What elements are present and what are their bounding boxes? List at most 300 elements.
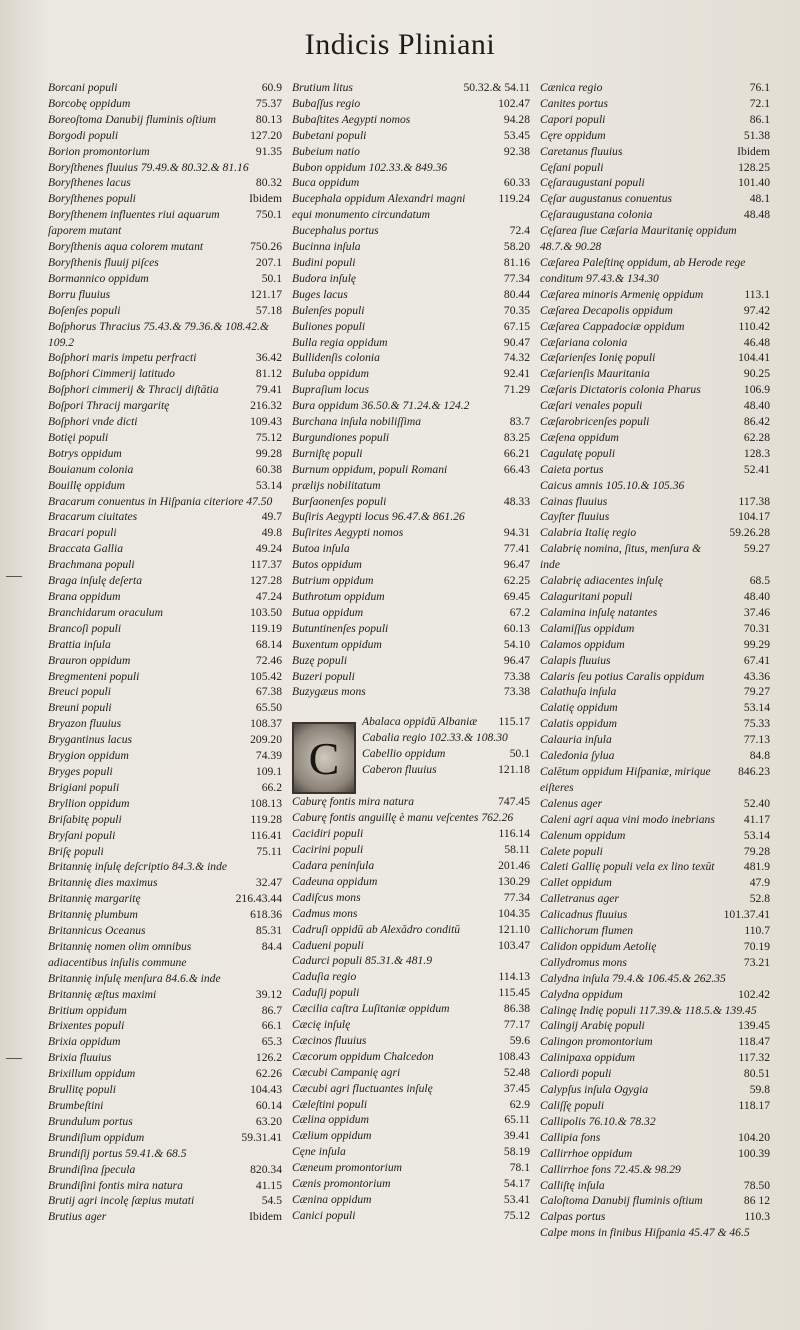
entry-page-ref: 52.48 <box>503 1065 530 1079</box>
index-entry <box>292 621 530 637</box>
index-entry <box>292 366 530 382</box>
entry-page-ref: 85.31 <box>255 924 282 938</box>
index-entry <box>540 764 770 796</box>
entry-term: Calpe mons in finibus Hiſpania 45.47 & 46.5 <box>540 1226 750 1240</box>
entry-page-ref: 66.43 <box>503 462 530 476</box>
entry-term: Caburę fontis anguillę è manu veſcentes 762.26 <box>292 811 514 825</box>
entry-term: Cælium oppidum <box>292 1129 372 1143</box>
index-entry <box>540 382 770 398</box>
entry-term: Breuni populi <box>48 701 112 715</box>
entry-page-ref: 76.1 <box>749 81 770 94</box>
entry-term: Calenus ager <box>540 796 603 810</box>
entry-page-ref: 71.29 <box>503 383 530 397</box>
index-entry <box>292 350 530 366</box>
index-entry <box>48 796 282 812</box>
index-entry <box>540 1178 770 1194</box>
index-entry <box>292 573 530 589</box>
entry-page-ref: 117.37 <box>250 558 282 572</box>
index-entry <box>292 175 530 191</box>
entry-term: Canites portus <box>540 96 608 110</box>
index-entry <box>48 907 282 923</box>
entry-term: Cænina oppidum <box>292 1193 372 1206</box>
entry-page-ref: 102.42 <box>738 987 770 1001</box>
index-entry <box>540 525 770 541</box>
entry-term: Cadmus mons <box>292 906 358 920</box>
entry-page-ref: 128.25 <box>738 160 770 174</box>
entry-page-ref: 74.32 <box>503 351 530 365</box>
entry-term: Cænis promontorium <box>292 1177 391 1191</box>
index-entry <box>540 955 770 971</box>
entry-term: Cæcubi agri fluctuantes inſulę <box>292 1081 433 1095</box>
index-entry <box>292 319 530 335</box>
index-entry <box>292 858 530 874</box>
index-entry <box>540 684 770 700</box>
index-entry <box>48 1146 282 1162</box>
entry-page-ref: 70.19 <box>743 939 770 953</box>
entry-page-ref: 102.47 <box>498 96 530 110</box>
entry-page-ref: 121.17 <box>250 287 282 301</box>
entry-page-ref: 39.41 <box>503 1129 530 1143</box>
index-entry <box>540 859 770 875</box>
index-entry <box>540 716 770 732</box>
entry-term: Brixillum oppidum <box>48 1067 136 1081</box>
entry-page-ref: 36.42 <box>255 351 282 365</box>
entry-page-ref: 52.8 <box>749 892 770 906</box>
index-entry <box>540 589 770 605</box>
entry-term: Braccata Gallia <box>48 542 124 556</box>
entry-term: Caieta portus <box>540 462 604 476</box>
index-entry <box>540 462 770 478</box>
index-entry <box>540 223 770 255</box>
entry-term: Calete populi <box>540 844 603 858</box>
margin-mark <box>6 1058 22 1059</box>
entry-term: Borru fluuius <box>48 287 111 301</box>
entry-term: Brygantinus lacus <box>48 733 133 747</box>
entry-page-ref: 67.41 <box>743 653 770 667</box>
index-entry <box>292 730 530 746</box>
entry-page-ref: 91.35 <box>255 144 282 158</box>
entry-term: Buzę populi <box>292 653 348 667</box>
index-entry <box>48 1098 282 1114</box>
entry-page-ref: 94.28 <box>503 112 530 126</box>
entry-term: Caduſij populi <box>292 986 360 1000</box>
index-entry <box>48 414 282 430</box>
entry-page-ref: 97.42 <box>743 303 770 317</box>
entry-term: Caloſtoma Danubij fluminis oſtium <box>540 1194 703 1208</box>
entry-page-ref: 58.20 <box>503 240 530 254</box>
entry-page-ref: 51.38 <box>743 128 770 142</box>
entry-term: Buges lacus <box>292 287 348 301</box>
index-entry <box>48 255 282 271</box>
index-entry <box>48 891 282 907</box>
index-entry <box>292 1144 530 1160</box>
entry-term: Bracarum ciuitates <box>48 510 138 524</box>
section-gap <box>292 700 530 714</box>
entry-term: Cæſarea minoris Armenię oppidum <box>540 287 704 301</box>
entry-page-ref: 86.38 <box>503 1002 530 1016</box>
entry-term: Bulla regia oppidum <box>292 335 388 349</box>
entry-term: Bucephalus portus <box>292 224 379 238</box>
index-entry <box>540 1114 770 1130</box>
entry-term: Calabrię adiacentes inſulę <box>540 574 664 588</box>
index-entry <box>292 239 530 255</box>
entry-term: Cayſter fluuius <box>540 510 610 524</box>
index-entry <box>540 828 770 844</box>
entry-page-ref: 81.16 <box>503 255 530 269</box>
entry-page-ref: 53.14 <box>743 828 770 842</box>
entry-page-ref: 90.47 <box>503 335 530 349</box>
index-entry <box>292 144 530 160</box>
entry-term: Brauron oppidum <box>48 653 131 667</box>
index-entry <box>48 1034 282 1050</box>
entry-term: Buſirites Aegypti nomos <box>292 526 404 540</box>
entry-page-ref: 53.14 <box>743 701 770 715</box>
entry-term: Calletranus ager <box>540 892 619 906</box>
entry-term: Calingon promontorium <box>540 1035 653 1049</box>
entry-page-ref: 67.15 <box>503 319 530 333</box>
index-entry <box>292 223 530 239</box>
entry-term: Abalaca oppidū Albaniæ <box>362 715 478 729</box>
entry-page-ref: 47.9 <box>749 876 770 890</box>
index-entry <box>540 175 770 191</box>
entry-term: Borgodi populi <box>48 128 119 142</box>
entry-term: Bouianum colonia <box>48 462 134 476</box>
entry-page-ref: 63.20 <box>255 1114 282 1128</box>
entry-term: Cacidiri populi <box>292 827 364 841</box>
entry-page-ref: 50.1 <box>261 271 282 285</box>
entry-term: Burchana inſula nobiliſſima <box>292 415 422 429</box>
index-entry <box>540 1225 770 1241</box>
entry-page-ref: 43.36 <box>743 669 770 683</box>
entry-page-ref: 113.1 <box>744 287 770 301</box>
index-entry <box>48 144 282 160</box>
entry-term: Callet oppidum <box>540 876 612 890</box>
index-entry <box>540 96 770 112</box>
index-entry <box>48 939 282 971</box>
entry-term: Calamiſſus oppidum <box>540 621 635 635</box>
entry-term: Brumbeſtini <box>48 1099 104 1112</box>
index-entry <box>48 319 282 351</box>
entry-term: Boryſthenem influentes riui aquarum ſaporem mutant <box>48 208 220 238</box>
entry-page-ref: 65.11 <box>504 1113 530 1127</box>
entry-term: Bryges populi <box>48 764 113 778</box>
entry-term: Bubeium natio <box>292 144 360 158</box>
index-entry <box>292 80 530 96</box>
entry-page-ref: 119.19 <box>250 621 282 635</box>
entry-page-ref: 48.33 <box>503 494 530 508</box>
entry-page-ref: 39.12 <box>255 987 282 1001</box>
entry-term: Cæſarienſes Ionię populi <box>540 351 656 365</box>
entry-page-ref: 108.43 <box>498 1049 530 1063</box>
index-entry <box>540 971 770 987</box>
entry-page-ref: 103.47 <box>498 938 530 952</box>
index-entry <box>292 128 530 144</box>
index-entry <box>540 1098 770 1114</box>
index-entry <box>540 430 770 446</box>
index-entry <box>540 1066 770 1082</box>
entry-page-ref: 86.7 <box>261 1003 282 1017</box>
index-entry <box>48 462 282 478</box>
entry-page-ref: 109.43 <box>250 415 282 429</box>
entry-term: Capori populi <box>540 112 606 126</box>
index-entry <box>540 350 770 366</box>
entry-term: Cæcilia caſtra Luſitaniæ oppidum <box>292 1002 450 1016</box>
entry-term: Brundiſina ſpecula <box>48 1162 136 1176</box>
index-entry <box>540 128 770 144</box>
entry-term: Brana oppidum <box>48 590 121 603</box>
entry-term: Cæleſtini populi <box>292 1097 368 1111</box>
entry-page-ref: 101.40 <box>738 176 770 190</box>
entry-page-ref: 80.32 <box>255 176 282 190</box>
index-entry <box>48 573 282 589</box>
entry-page-ref: 72.4 <box>509 224 530 238</box>
entry-term: Cadeuna oppidum <box>292 874 378 888</box>
index-entry <box>48 207 282 239</box>
index-entry <box>540 1130 770 1146</box>
entry-term: Cęſani populi <box>540 160 604 174</box>
index-entry <box>292 826 530 842</box>
entry-page-ref: 750.1 <box>255 208 282 222</box>
index-entry <box>292 605 530 621</box>
entry-page-ref: 58.11 <box>504 843 530 857</box>
entry-term: Bubaſtites Aegypti nomos <box>292 112 411 126</box>
entry-term: Buliones populi <box>292 319 366 333</box>
entry-page-ref: 115.45 <box>498 986 530 1000</box>
entry-term: Cadueni populi <box>292 938 364 952</box>
entry-page-ref: 104.17 <box>738 510 770 524</box>
entry-page-ref: 216.43.44 <box>235 892 282 906</box>
index-entry <box>292 557 530 573</box>
index-entry <box>48 509 282 525</box>
entry-term: Boryſthenis fluuij piſces <box>48 255 159 269</box>
entry-page-ref: 49.24 <box>255 542 282 556</box>
index-entry <box>292 1097 530 1113</box>
entry-term: Buluba oppidum <box>292 367 369 381</box>
entry-term: Callirrhoe fons 72.45.& 98.29 <box>540 1162 681 1176</box>
entry-page-ref: 99.28 <box>255 446 282 460</box>
entry-term: Caretanus fluuius <box>540 144 623 158</box>
index-entry <box>292 255 530 271</box>
index-entry <box>292 1033 530 1049</box>
entry-page-ref: 78.50 <box>743 1178 770 1192</box>
entry-term: Britium oppidum <box>48 1003 127 1017</box>
entry-term: Brattia inſula <box>48 637 111 651</box>
entry-page-ref: 114.13 <box>498 970 530 984</box>
entry-page-ref: 94.31 <box>503 526 530 540</box>
entry-page-ref: 750.26 <box>250 240 282 254</box>
entry-term: Bryllion oppidum <box>48 796 130 810</box>
entry-term: Butua oppidum <box>292 605 364 619</box>
entry-page-ref: 209.20 <box>250 733 282 747</box>
index-entry <box>292 494 530 510</box>
entry-term: Bulenſes populi <box>292 303 365 317</box>
entry-page-ref: 110.7 <box>744 924 770 938</box>
index-entry <box>48 1018 282 1034</box>
entry-page-ref: 62.9 <box>509 1097 530 1111</box>
entry-page-ref: 126.2 <box>255 1051 282 1065</box>
entry-term: Cainas fluuius <box>540 494 608 508</box>
entry-page-ref: 49.7 <box>261 510 282 524</box>
index-entry <box>292 541 530 557</box>
entry-term: Cęſaraugustani populi <box>540 176 645 190</box>
entry-term: Caburę fontis mira natura <box>292 795 415 809</box>
entry-page-ref: 618.36 <box>250 908 282 922</box>
entry-page-ref: 77.41 <box>503 542 530 556</box>
entry-term: Calenum oppidum <box>540 828 626 842</box>
entry-page-ref: 59.31.41 <box>241 1130 282 1144</box>
index-entry <box>292 414 530 430</box>
entry-term: Boſphori vnde dicti <box>48 415 138 429</box>
index-entry <box>540 541 770 573</box>
index-entry <box>292 762 530 778</box>
entry-term: Botrys oppidum <box>48 446 122 460</box>
index-entry <box>540 414 770 430</box>
entry-page-ref: 72.1 <box>749 96 770 110</box>
entry-page-ref: 90.25 <box>743 367 770 381</box>
entry-term: Burſaonenſes populi <box>292 494 387 508</box>
entry-page-ref: 79.27 <box>743 685 770 699</box>
entry-term: Calapis fluuius <box>540 653 611 667</box>
entry-term: Calabria Italię regio <box>540 526 637 540</box>
index-entry <box>540 207 770 223</box>
entry-term: Butoa inſula <box>292 542 350 556</box>
entry-term: Borion promontorium <box>48 144 150 158</box>
index-entry <box>48 780 282 796</box>
index-column-right <box>540 80 770 1241</box>
entry-term: Cænica regio <box>540 81 603 94</box>
entry-page-ref: 103.50 <box>250 605 282 619</box>
index-entry <box>48 287 282 303</box>
entry-term: Brundiſij portus 59.41.& 68.5 <box>48 1146 187 1160</box>
entry-term: Calaguritani populi <box>540 590 633 603</box>
index-entry <box>292 938 530 954</box>
index-entry <box>540 255 770 287</box>
entry-term: Calingij Arabię populi <box>540 1019 645 1033</box>
entry-page-ref: 54.10 <box>503 637 530 651</box>
entry-page-ref: 77.34 <box>503 890 530 904</box>
entry-term: Bryſani populi <box>48 828 116 842</box>
entry-page-ref: 68.5 <box>749 574 770 588</box>
entry-term: Budini populi <box>292 255 356 269</box>
index-entry <box>48 478 282 494</box>
index-entry <box>292 810 530 826</box>
index-entry <box>540 144 770 160</box>
entry-page-ref: 86 12 <box>743 1194 770 1208</box>
index-entry <box>540 398 770 414</box>
entry-term: Caduſia regio <box>292 970 357 984</box>
entry-term: Britannicus Oceanus <box>48 924 146 938</box>
index-entry <box>48 541 282 557</box>
entry-term: Cadurci populi 85.31.& 481.9 <box>292 954 432 968</box>
index-entry <box>292 382 530 398</box>
entry-term: Brachmana populi <box>48 558 135 572</box>
entry-page-ref: 119.24 <box>498 192 530 206</box>
index-entry <box>292 890 530 906</box>
entry-term: Brundulum portus <box>48 1114 133 1128</box>
entry-page-ref: 48.1 <box>749 192 770 206</box>
entry-term: Brixentes populi <box>48 1019 125 1033</box>
entry-page-ref: 820.34 <box>250 1162 282 1176</box>
entry-page-ref: 104.41 <box>738 351 770 365</box>
index-entry <box>292 922 530 938</box>
entry-term: Boryſthenes populi <box>48 192 136 206</box>
entry-page-ref: 54.17 <box>503 1177 530 1191</box>
index-entry <box>540 112 770 128</box>
index-entry <box>48 732 282 748</box>
entry-term: Calamina inſulę natantes <box>540 605 658 619</box>
index-entry <box>292 430 530 446</box>
entry-page-ref: 104.20 <box>738 1130 770 1144</box>
entry-term: Calydna oppidum <box>540 987 623 1001</box>
entry-term: Cadara peninſula <box>292 858 375 872</box>
index-entry <box>48 1082 282 1098</box>
index-entry <box>292 1049 530 1065</box>
index-entry <box>292 1176 530 1192</box>
index-entry <box>540 812 770 828</box>
index-entry <box>540 653 770 669</box>
entry-term: Calamos oppidum <box>540 637 625 651</box>
entry-page-ref: 101.37.41 <box>723 908 770 922</box>
entry-term: Boryſthenes lacus <box>48 176 131 190</box>
index-entry <box>540 637 770 653</box>
entry-page-ref: 46.48 <box>743 335 770 349</box>
entry-page-ref: 99.29 <box>743 637 770 651</box>
entry-term: Borcani populi <box>48 81 118 94</box>
entry-page-ref: 77.34 <box>503 271 530 285</box>
entry-page-ref: Ibidem <box>249 1210 282 1224</box>
entry-term: Boſphori maris impetu perfracti <box>48 351 197 365</box>
entry-term: Cadruſi oppidū ab Alexādro conditū <box>292 922 461 936</box>
entry-page-ref: 52.41 <box>743 462 770 476</box>
entry-page-ref: 53.41 <box>503 1193 530 1206</box>
entry-page-ref: 747.45 <box>498 795 530 809</box>
index-entry <box>48 653 282 669</box>
index-entry <box>540 796 770 812</box>
entry-page-ref: 115.17 <box>498 715 530 729</box>
entry-term: Calydna inſula 79.4.& 106.45.& 262.35 <box>540 971 726 985</box>
index-entry <box>292 303 530 319</box>
entry-term: Brutius ager <box>48 1210 107 1224</box>
entry-page-ref: 86.1 <box>749 112 770 126</box>
index-entry <box>540 1018 770 1034</box>
entry-term: Cabellio oppidum <box>362 747 446 761</box>
entry-term: Calpas portus <box>540 1210 606 1224</box>
entry-term: Buthrotum oppidum <box>292 590 385 603</box>
entry-term: Cæſaris Dictatoris colonia Pharus <box>540 383 701 397</box>
entry-term: Cæcię inſulę <box>292 1018 351 1032</box>
index-entry <box>48 1114 282 1130</box>
entry-page-ref: 105.42 <box>250 669 282 683</box>
entry-page-ref: 481.9 <box>743 860 770 874</box>
entry-term: Cæcorum oppidum Chalcedon <box>292 1049 434 1063</box>
entry-term: Cælina oppidum <box>292 1113 369 1127</box>
entry-page-ref: 52.40 <box>743 796 770 810</box>
page-title: Indicis Pliniani <box>304 28 496 61</box>
entry-page-ref: 50.1 <box>509 747 530 761</box>
index-entry <box>48 844 282 860</box>
entry-page-ref: 70.35 <box>503 303 530 317</box>
entry-term: Butos oppidum <box>292 558 362 572</box>
entry-page-ref: 77.13 <box>743 733 770 747</box>
index-entry <box>292 842 530 858</box>
index-entry <box>292 1112 530 1128</box>
entry-term: Bupraſium locus <box>292 383 369 397</box>
entry-term: Calingę Indię populi 117.39.& 118.5.& 139.45 <box>540 1003 757 1017</box>
entry-term: Butuntinenſes populi <box>292 621 389 635</box>
index-entry <box>48 430 282 446</box>
index-entry <box>48 859 282 875</box>
entry-term: Brixia oppidum <box>48 1035 121 1049</box>
